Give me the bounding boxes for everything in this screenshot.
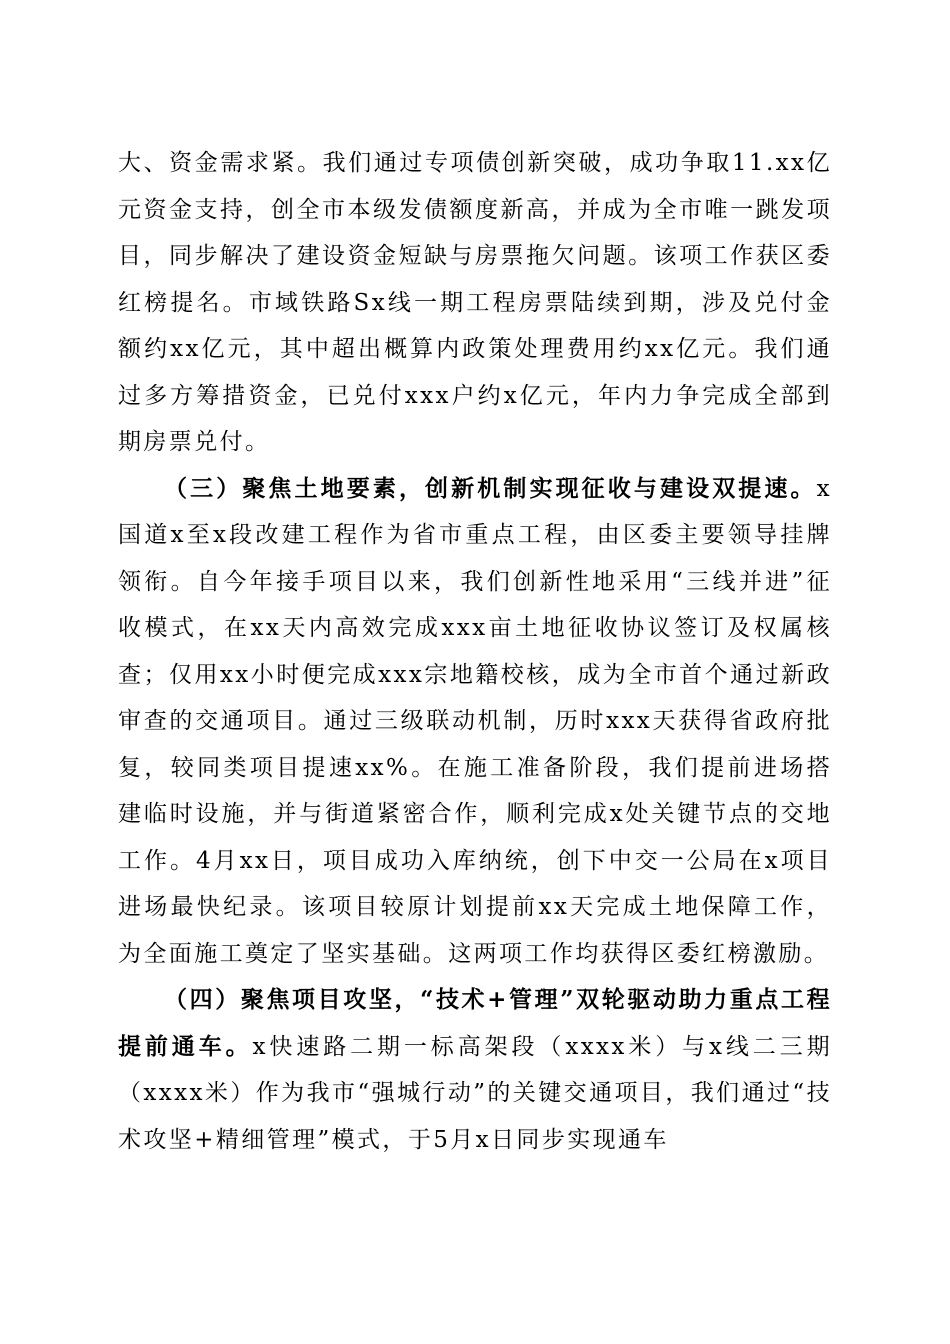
paragraph-text: x国道x至x段改建工程作为省市重点工程，由区委主要领导挂牌领衔。自今年接手项目以来，我们创新性地采用“三线并进”征收模式，在xx天内高效完成xxx亩土地征收协议签订及权属核查；仅用xx小时便完成xxx宗地籍校核，成为全市首个通过新政审查的交通项目。通过三级联动机制，历时xxx天获得省政府批复，较同类项目提速xx%。在施工准备阶段，我们提前进场搭建临时设施，并与街道紧密合作，顺利完成x处关键节点的交地工作。4月xx日，项目成功入库纳统，创下中交一公局在x项目进场最快纪录。该项目较原计划提前xx天完成土地保障工作，为全面施工奠定了坚实基础。这两项工作均获得区委红榜激励。 (118, 475, 832, 967)
paragraph-funding (118, 140, 832, 466)
paragraph-land-elements (118, 466, 832, 978)
section-heading-4: （四）聚焦项目攻坚，“技术+管理”双轮驱动助力重点工程提前通车。 (118, 986, 832, 1060)
paragraph-text: x快速路二期一标高架段（xxxx米）与x线二三期（xxxx米）作为我市“强城行动”的关键交通项目，我们通过“技术攻坚+精细管理”模式，于5月x日同步实现通车 (118, 1033, 832, 1153)
document-body (118, 140, 832, 1163)
paragraph-text: 大、资金需求紧。我们通过专项债创新突破，成功争取11.xx亿元资金支持，创全市本级发债额度新高，并成为全市唯一跳发项目，同步解决了建设资金短缺与房票拖欠问题。该项工作获区委红榜提名。市域铁路Sx线一期工程房票陆续到期，涉及兑付金额约xx亿元，其中超出概算内政策处理费用约xx亿元。我们通过多方筹措资金，已兑付xxx户约x亿元，年内力争完成全部到期房票兑付。 (118, 150, 832, 455)
section-heading-3: （三）聚焦土地要素，创新机制实现征收与建设双提速。 (164, 474, 817, 502)
paragraph-project-push (118, 977, 832, 1163)
